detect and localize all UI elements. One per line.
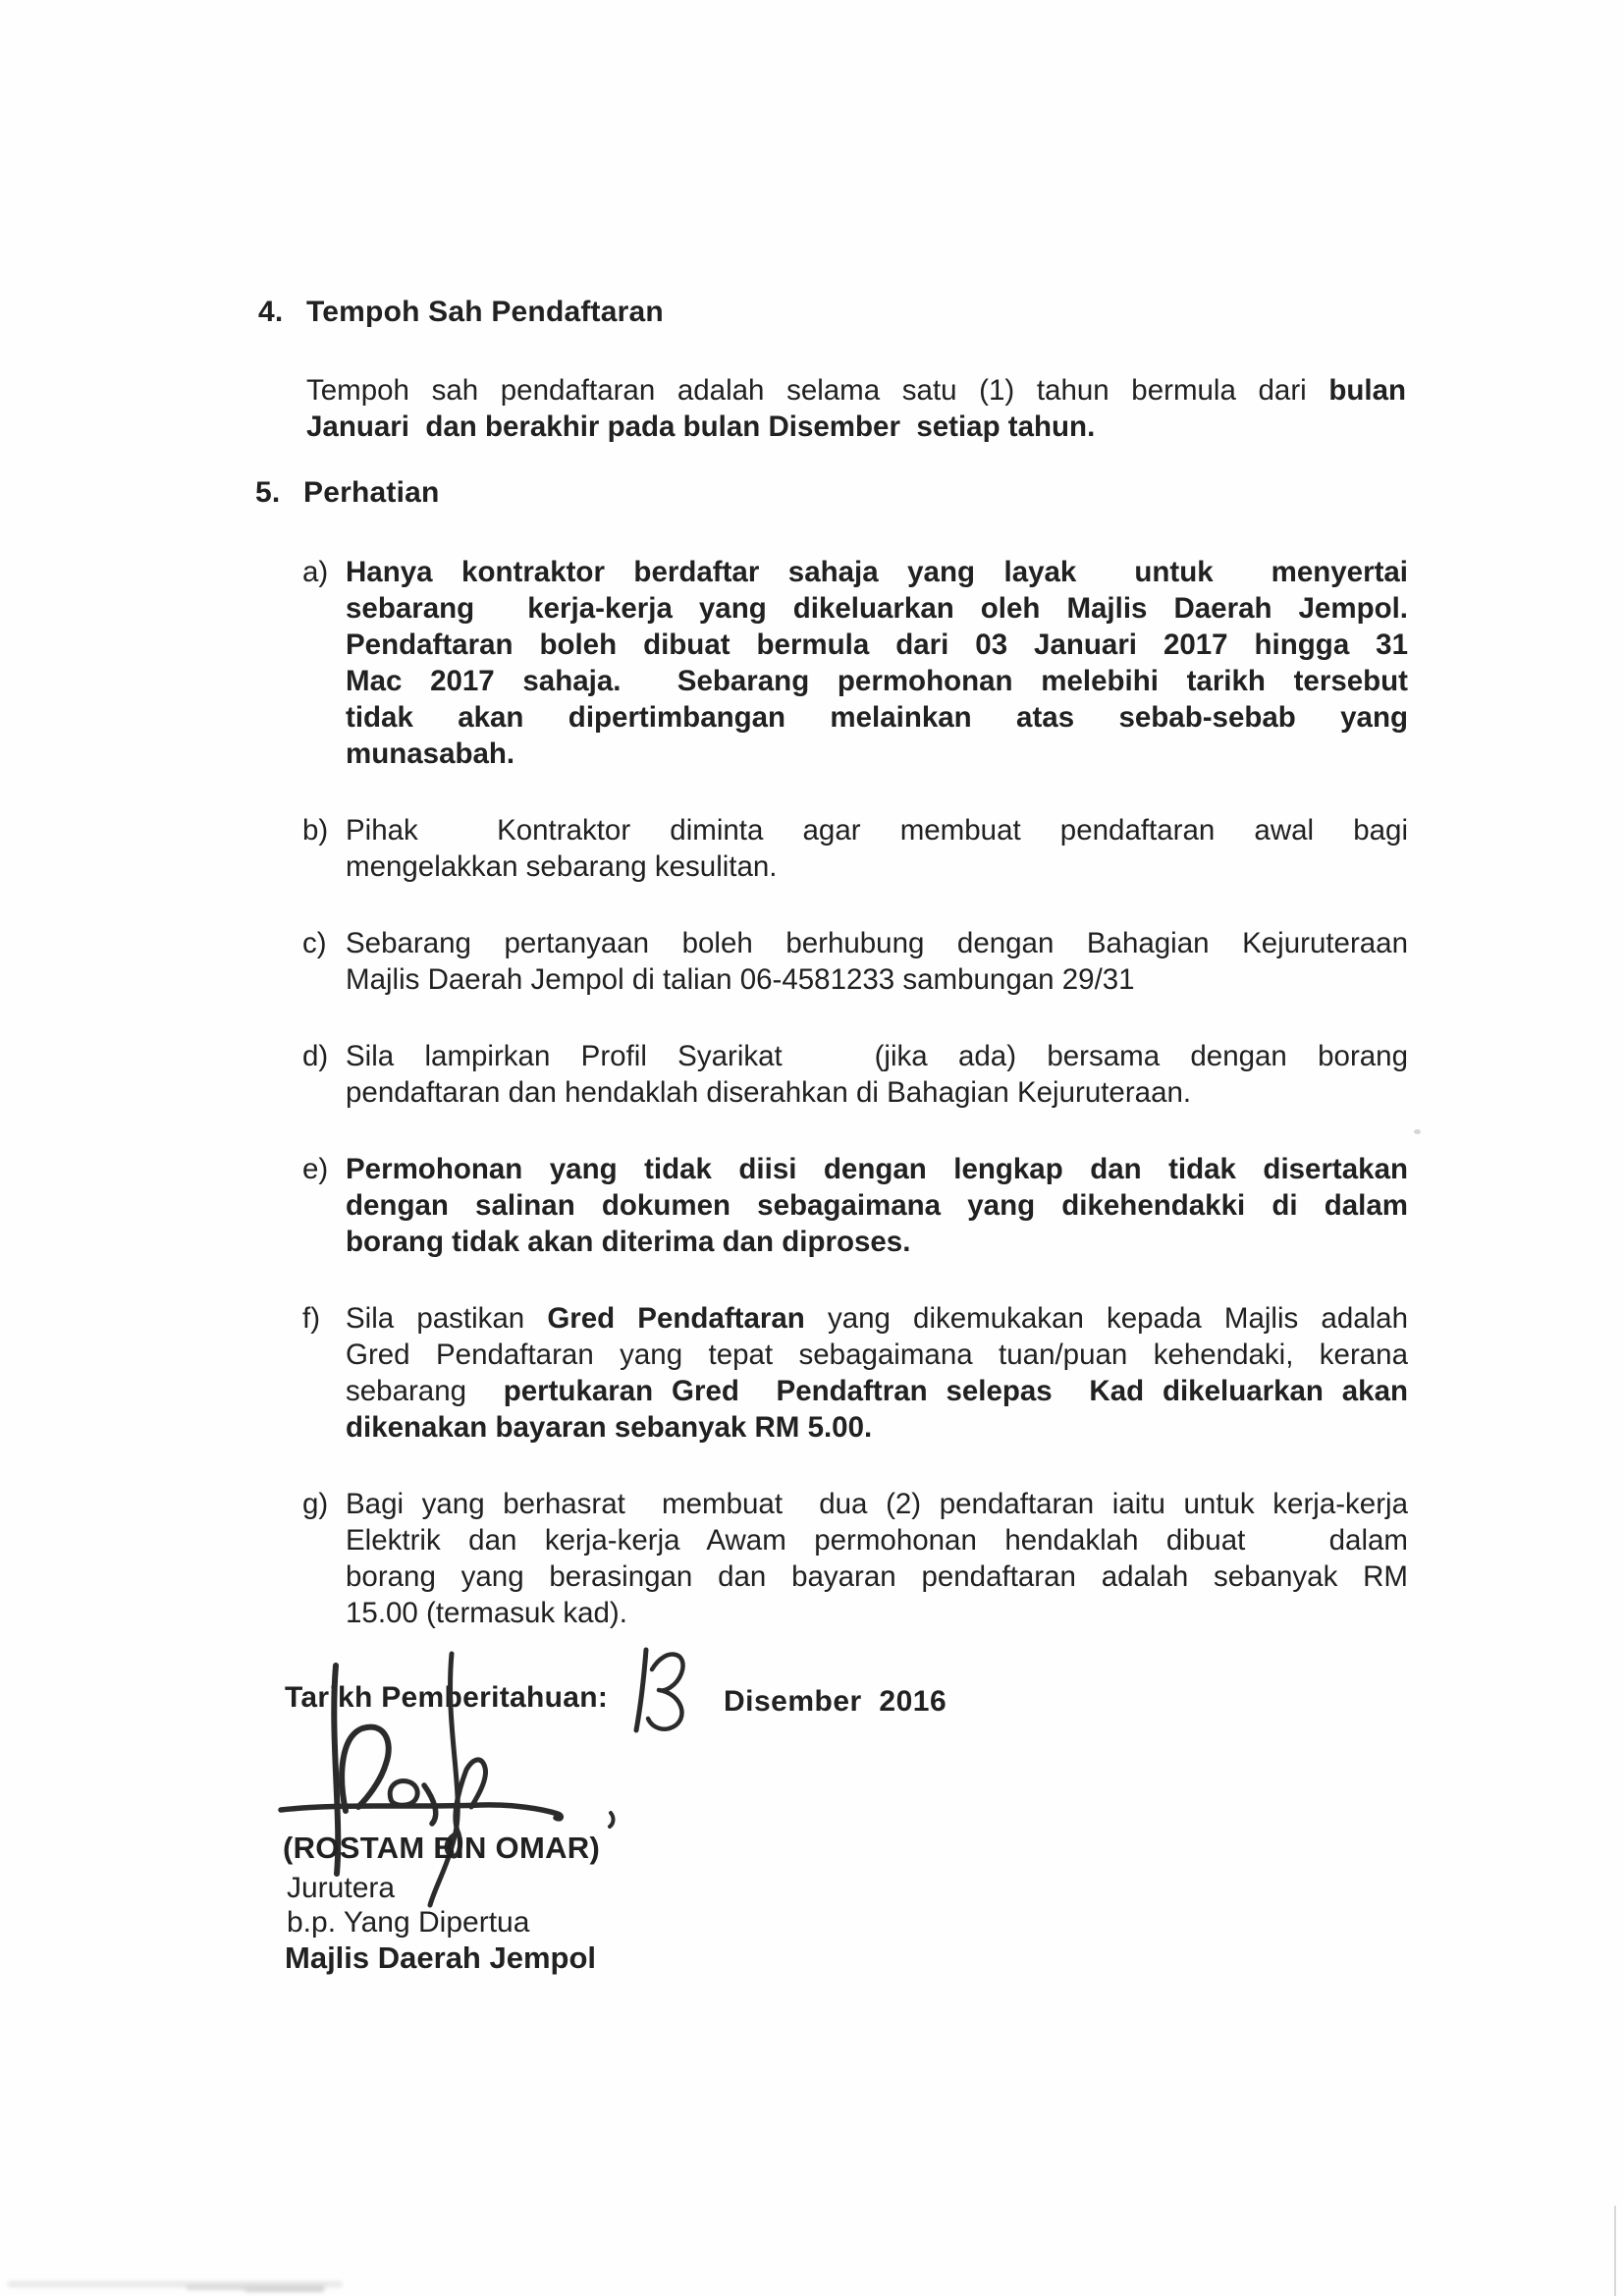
scan-edge-artifact (1614, 2206, 1616, 2296)
notice-list (302, 554, 1412, 1631)
text-line (346, 590, 1408, 627)
item-text (346, 1038, 1408, 1111)
item-letter: g) (302, 1488, 329, 1520)
text-line (306, 372, 1406, 409)
signature-tick (610, 1813, 614, 1827)
text-line (346, 1151, 1408, 1187)
notification-date-label: Tarikh Pemberitahuan: (285, 1681, 609, 1714)
text-line (346, 812, 1408, 848)
text-segment: pendaftaran dan hendaklah diserahkan di Bahagian Kejuruteraan. (346, 1076, 1192, 1109)
text-line (346, 699, 1408, 736)
text-line (346, 961, 1408, 998)
text-segment: Permohonan yang tidak diisi dengan lengkap dan tidak disertakan (346, 1153, 1408, 1185)
text-segment: Hanya kontraktor berdaftar sahaja yang layak untuk menyertai (346, 556, 1408, 588)
text-segment: pertukaran Gred Pendaftran selepas Kad dikeluarkan akan (503, 1375, 1409, 1407)
notice-item-g (302, 1486, 1412, 1631)
item-letter: c) (302, 927, 327, 959)
text-segment: Pihak Kontraktor diminta agar membuat pendaftaran awal bagi (346, 814, 1408, 847)
item-letter: f) (302, 1302, 321, 1335)
text-line (346, 1038, 1408, 1074)
section4-number: 4. (258, 296, 284, 328)
notice-item-a (302, 554, 1412, 772)
text-segment: tidak akan dipertimbangan melainkan atas sebab-sebab yang (346, 701, 1408, 734)
signature-loop (342, 1727, 389, 1811)
text-line (346, 1074, 1408, 1111)
item-text (346, 925, 1408, 998)
text-line (346, 1486, 1408, 1522)
item-text (346, 554, 1408, 772)
notice-item-c (302, 925, 1412, 998)
notification-date-value: Disember 2016 (724, 1685, 947, 1718)
item-text (346, 1486, 1408, 1631)
notice-item-d (302, 1038, 1412, 1111)
item-text (346, 812, 1408, 885)
text-segment: Sila pastikan (346, 1302, 548, 1335)
text-line (346, 1187, 1408, 1224)
text-line (346, 1224, 1408, 1260)
text-line (346, 554, 1408, 590)
scan-speck (1414, 1129, 1421, 1134)
text-segment: Tempoh sah pendaftaran adalah selama satu (1) tahun bermula dari (306, 374, 1329, 407)
text-segment: yang dikemukakan kepada Majlis adalah (804, 1302, 1408, 1335)
text-line (306, 409, 1406, 445)
text-segment: munasabah. (346, 738, 515, 770)
signer-title: Jurutera (287, 1872, 396, 1904)
item-letter: a) (302, 556, 329, 588)
text-segment: Gred Pendaftaran (547, 1302, 805, 1335)
handwritten-date-13 (636, 1650, 646, 1730)
text-segment: Majlis Daerah Jempol di talian 06-4581233 sambungan 29/31 (346, 963, 1135, 996)
signature-o (390, 1781, 417, 1806)
signer-on-behalf: b.p. Yang Dipertua (287, 1906, 530, 1939)
section5-title: Perhatian (303, 476, 440, 509)
text-line (346, 1558, 1408, 1595)
item-letter: e) (302, 1153, 329, 1185)
text-segment: sebarang kerja-kerja yang dikeluarkan oleh Majlis Daerah Jempol. (346, 592, 1408, 625)
text-line (346, 1522, 1408, 1558)
text-line (346, 663, 1408, 699)
notice-item-e (302, 1151, 1412, 1260)
text-segment: Mac 2017 sahaja. Sebarang permohonan melebihi tarikh tersebut (346, 665, 1408, 697)
text-segment: Pendaftaran boleh dibuat bermula dari 03 Januari 2017 hingga 31 (346, 629, 1408, 661)
text-line (346, 736, 1408, 772)
text-line (346, 1300, 1408, 1337)
text-segment: Elektrik dan kerja-kerja Awam permohonan hendaklah dibuat dalam (346, 1524, 1408, 1557)
signature-baseline (281, 1805, 561, 1819)
section5-number: 5. (255, 476, 281, 509)
notice-item-b (302, 812, 1412, 885)
notice-item-f (302, 1300, 1412, 1446)
item-text (346, 1300, 1408, 1446)
text-line (346, 1409, 1408, 1446)
text-line (346, 1373, 1408, 1409)
text-segment: Sebarang pertanyaan boleh berhubung dengan Bahagian Kejuruteraan (346, 927, 1408, 959)
section5-heading (255, 474, 440, 511)
section4-paragraph (306, 372, 1406, 445)
text-line (346, 925, 1408, 961)
section4-title: Tempoh Sah Pendaftaran (306, 296, 664, 328)
text-line (346, 848, 1408, 885)
text-segment: Sila lampirkan Profil Syarikat (jika ada) bersama dengan borang (346, 1040, 1408, 1072)
text-segment: dikenakan bayaran sebanyak RM 5.00. (346, 1411, 873, 1444)
text-segment: 15.00 (termasuk kad). (346, 1597, 627, 1629)
text-line (346, 1337, 1408, 1373)
text-segment: dengan salinan dokumen sebagaimana yang dikehendakki di dalam (346, 1189, 1408, 1222)
section4-heading (258, 294, 664, 330)
text-segment: sebarang (346, 1375, 504, 1407)
signer-name: (ROSTAM BIN OMAR) (283, 1831, 601, 1865)
text-line (346, 627, 1408, 663)
text-segment: bulan (1328, 374, 1406, 407)
text-segment: borang tidak akan diterima dan diproses. (346, 1226, 911, 1258)
scan-smudge (245, 2288, 324, 2292)
signature-vertical-stroke (430, 1654, 458, 1905)
handwritten-date-13 (648, 1655, 683, 1729)
text-segment: Gred Pendaftaran yang tepat sebagaimana tuan/puan kehendaki, kerana (346, 1339, 1408, 1371)
text-segment: borang yang berasingan dan bayaran pendaftaran adalah sebanyak RM (346, 1560, 1408, 1593)
text-segment: Januari dan berakhir pada bulan Disember setiap tahun. (306, 410, 1096, 443)
item-letter: b) (302, 814, 329, 847)
text-segment: mengelakkan sebarang kesulitan. (346, 850, 778, 883)
text-segment: Bagi yang berhasrat membuat dua (2) pendaftaran iaitu untuk kerja-kerja (346, 1488, 1408, 1520)
text-line (346, 1595, 1408, 1631)
item-text (346, 1151, 1408, 1260)
item-letter: d) (302, 1040, 329, 1072)
signer-organization: Majlis Daerah Jempol (285, 1941, 597, 1975)
